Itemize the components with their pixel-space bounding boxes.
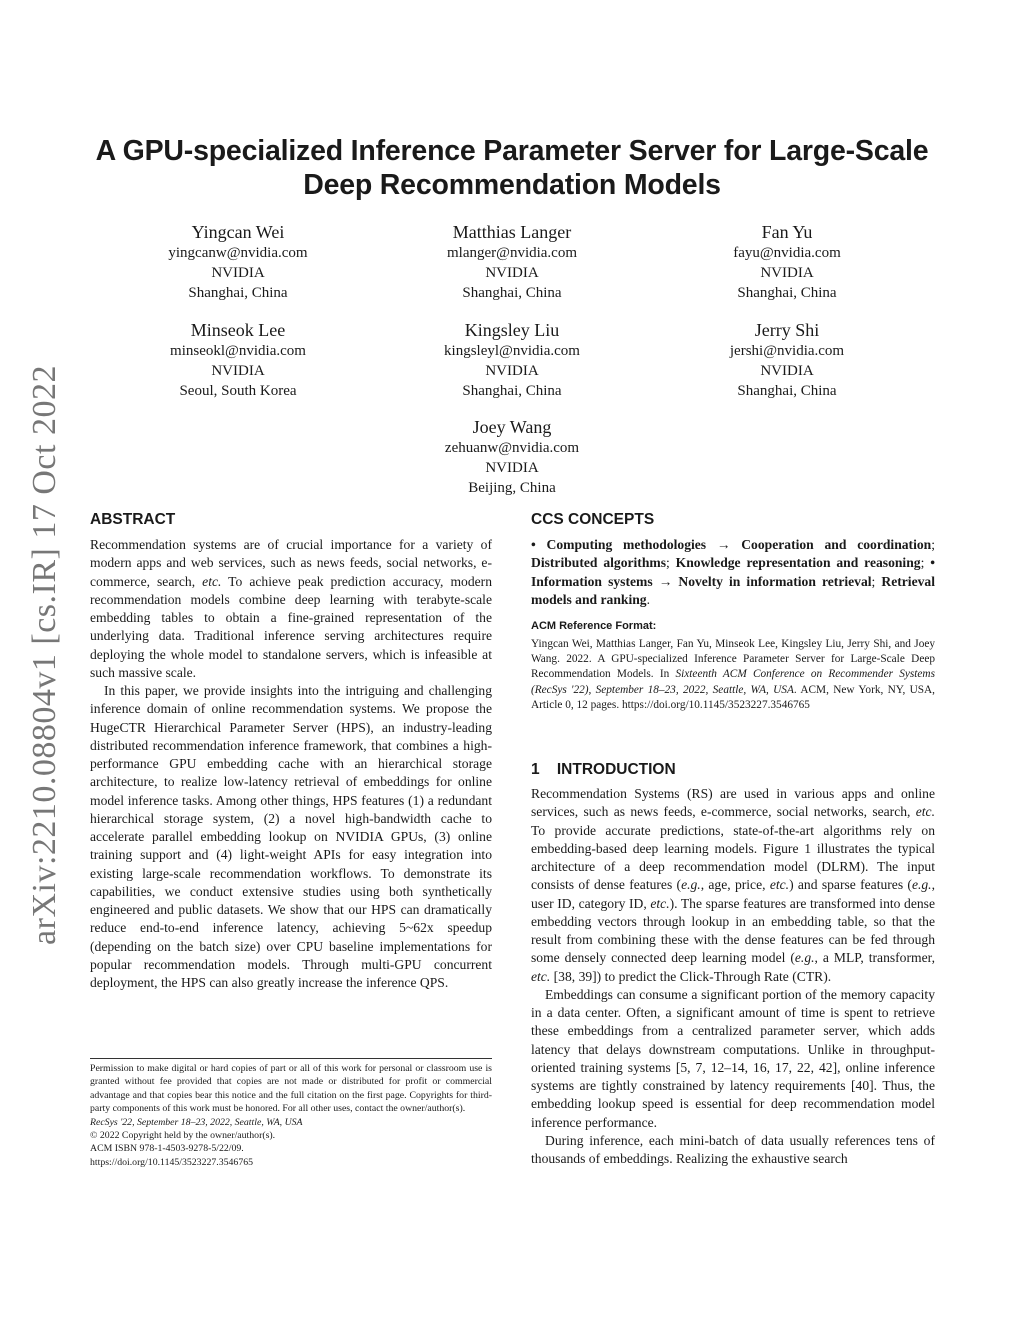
author-org: NVIDIA — [485, 363, 539, 379]
author-email: mlanger@nvidia.com — [446, 245, 578, 261]
author-block — [88, 320, 388, 401]
paper-title — [80, 134, 944, 202]
isbn-line: ACM ISBN 978-1-4503-9278-5/22/09. — [90, 1143, 244, 1155]
author-location: Shanghai, China — [462, 285, 562, 301]
author-org: NVIDIA — [760, 265, 814, 281]
author-name: Jerry Shi — [754, 320, 820, 340]
author-name: Fan Yu — [761, 222, 813, 242]
author-org: NVIDIA — [485, 460, 539, 476]
author-name: Minseok Lee — [190, 320, 286, 340]
reference-format-body: Yingcan Wei, Matthias Langer, Fan Yu, Minseok Lee, Kingsley Liu, Jerry Shi, and Joey Wang. 2022. A GPU-specialized Inference Parameter Server for Large-Scale Deep Recommendation Models. In Sixteenth ACM Conference on Recommender Systems (RecSys '22), September 18–23, 2022, Seattle, WA, USA. ACM, New York, NY, USA, Article 0, 12 pages. https://doi.org/10.1145/3523227.3546765 — [531, 638, 935, 711]
footnote — [90, 1062, 492, 1169]
doi-line: https://doi.org/10.1145/3523227.3546765 — [90, 1156, 254, 1168]
copyright-line: © 2022 Copyright held by the owner/author(s). — [90, 1130, 276, 1142]
title-line-2: Deep Recommendation Models — [303, 169, 721, 201]
author-name: Kingsley Liu — [464, 320, 560, 340]
author-email: jershi@nvidia.com — [729, 343, 845, 359]
intro-paragraph: During inference, each mini-batch of data usually references tens of thousands of embeddings. Realizing the exhaustive search — [531, 1132, 935, 1166]
author-org: NVIDIA — [760, 363, 814, 379]
author-location: Seoul, South Korea — [179, 383, 297, 399]
author-block — [88, 222, 388, 303]
author-location: Shanghai, China — [737, 285, 837, 301]
venue-line: RecSys '22, September 18–23, 2022, Seattle, WA, USA — [90, 1116, 303, 1128]
arxiv-id: arXiv:2210.08804v1 [cs.IR] 17 Oct 2022 — [26, 365, 63, 945]
abstract-body — [90, 536, 492, 992]
author-email: yingcanw@nvidia.com — [168, 245, 308, 261]
author-email: minseokl@nvidia.com — [170, 343, 306, 359]
reference-format-heading: ACM Reference Format: — [531, 620, 657, 632]
author-name: Joey Wang — [472, 417, 552, 437]
author-email: kingsleyl@nvidia.com — [444, 343, 580, 359]
permission-notice: Permission to make digital or hard copies of part or all of this work for personal or classroom use is granted without fee provided that copies are not made or distributed for profit or commercial advantage and that copies bear this notice and the full citation on the first page. Copyrights for third-party components of this work must be honored. For all other uses, contact the owner/author(s). — [90, 1063, 492, 1115]
author-block — [637, 222, 937, 303]
author-email: fayu@nvidia.com — [733, 245, 841, 261]
author-block — [362, 417, 662, 498]
introduction-body — [531, 785, 935, 1168]
title-line-1: A GPU-specialized Inference Parameter Server for Large-Scale — [95, 135, 929, 167]
footnote-rule — [90, 1058, 492, 1059]
author-block — [362, 320, 662, 401]
ccs-concepts: • Computing methodologies → Cooperation and coordination; Distributed algorithms; Knowledge representation and reasoning; • Information systems → Novelty in information retrieval; Retrieval models and ranking. — [531, 537, 935, 607]
author-location: Beijing, China — [468, 480, 556, 496]
author-org: NVIDIA — [211, 265, 265, 281]
author-name: Matthias Langer — [452, 222, 572, 242]
abstract-heading: ABSTRACT — [90, 511, 176, 528]
abstract-paragraph: In this paper, we provide insights into the intriguing and challenging inference domain of online recommendation systems. We propose the HugeCTR Hierarchical Parameter Server (HPS), an industry-leading distributed recommendation inference framework, that combines a high-performance GPU embedding cache with an hierarchical storage architecture, to realize low-latency retrieval of embeddings for online model inference tasks. Among other things, HPS features (1) a redundant hierarchical storage system, (2) a novel high-bandwidth cache to accelerate parallel embedding lookup on NVIDIA GPUs, (3) online training support and (4) light-weight APIs for easy integration into existing large-scale recommendation workflows. To demonstrate its capabilities, we conduct extensive studies using both synthetically engineered and public datasets. We show that our HPS can dramatically reduce end-to-end inference latency, achieving 5~62x speedup (depending on the batch size) over CPU baseline implementations for popular recommendation models. Through multi-GPU concurrent deployment, the HPS can also greatly increase the inference QPS. — [90, 683, 492, 990]
author-org: NVIDIA — [485, 265, 539, 281]
author-location: Shanghai, China — [188, 285, 288, 301]
author-org: NVIDIA — [211, 363, 265, 379]
intro-paragraph: Recommendation Systems (RS) are used in various apps and online services, such as news feeds, e-commerce, social networks, search, etc. To provide accurate predictions, state-of-the-art algorithms rely on embedding-based deep learning models. Figure 1 illustrates the typical architecture of a deep recommendation model (DLRM). The input consists of dense features (e.g., age, price, etc.) and sparse features (e.g., user ID, category ID, etc.). The sparse features are transformed into dense embedding vectors through lookup in an embedding table, so that the result from combining these with the dense features can be fed through some densely connected deep learning model (e.g., a MLP, transformer, etc. [38, 39]) to predict the Click-Through Rate (CTR). — [531, 786, 935, 984]
arxiv-sidebar-stamp — [22, 360, 68, 950]
ccs-heading: CCS CONCEPTS — [531, 511, 655, 528]
author-location: Shanghai, China — [462, 383, 562, 399]
author-name: Yingcan Wei — [191, 222, 285, 242]
author-location: Shanghai, China — [737, 383, 837, 399]
author-block — [637, 320, 937, 401]
intro-paragraph: Embeddings can consume a significant portion of the memory capacity in a data center. Often, a significant amount of time is spent to retrieve these embeddings from a centralized parameter server, which adds latency that delays downstream computations. Unlike in throughput-oriented training systems [5, 7, 12–14, 16, 17, 22, 42], online inference systems are tightly constrained by latency requirements [40]. Thus, the embedding lookup speed is essential for deep recommendation model inference performance. — [531, 986, 935, 1130]
author-block — [362, 222, 662, 303]
author-email: zehuanw@nvidia.com — [444, 440, 580, 456]
abstract-paragraph: Recommendation systems are of crucial importance for a variety of modern apps and web services, such as news feeds, social networks, e-commerce, search, etc. To achieve peak prediction accuracy, modern recommendation models combine deep learning with terabyte-scale embedding tables to obtain a fine-grained representation of the underlying data. Traditional inference serving architectures require deploying the whole model to standalone servers, which is infeasible at such massive scale. — [90, 537, 492, 680]
introduction-heading: 1 INTRODUCTION — [531, 761, 676, 778]
